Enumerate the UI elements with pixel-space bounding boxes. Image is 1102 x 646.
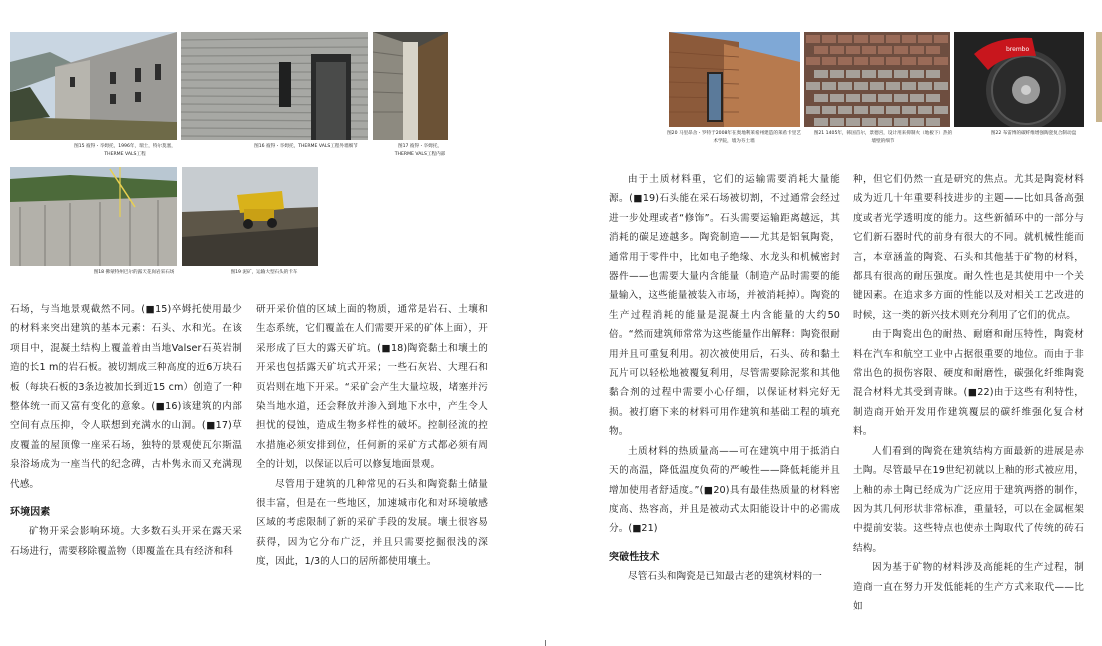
right-page xyxy=(551,0,1102,646)
photo-therme-vals-wall-detail xyxy=(181,32,368,140)
photo-rammed-earth-school xyxy=(669,32,800,127)
caption-fig21: 图21 1405年，韩国首尔，景德宫，设计用来抑制火（地板下）热的墙壁的细节 xyxy=(813,131,953,144)
page-fold xyxy=(545,640,546,646)
photo-brick-wall xyxy=(804,32,950,127)
photo-granite-quarry xyxy=(10,167,177,266)
paragraph: 土质材料的热质量高——可在建筑中用于抵消白天的高温，降低温度负荷的严峻性——降低耗能并且增加使用者舒适度。”(■20)具有最佳热质量的材料密度高、热容高，并且是被动式太阳能设计中的必需成分。(■21) xyxy=(609,445,840,535)
photo-therme-vals-interior xyxy=(373,32,448,140)
photo-therme-vals-exterior xyxy=(10,32,177,140)
paragraph: 由于陶瓷出色的耐热、耐磨和耐压特性，陶瓷材料在汽车和航空工业中占据很重要的地位。而由于非常出色的损伤容限、硬度和耐磨性，碳强化纤维陶瓷混合材料尤其受到青睐。(■22)由于这些有利特性，制造商开始开发用作建筑覆层的碳纤维强化复合材料。 xyxy=(853,329,1084,438)
paragraph: 石场，与当地景观截然不同。(■15)卒姆托使用最少的材料来突出建筑的基本元素：石头、水和光。在该项目中，混凝土结构上覆盖着由当地Valser石英岩制造的长1 m的岩石板。被切割成三种高度的近6万块石板（每块石板的3条边被加长到近15 cm）创造了一种整体统一而又富有变化的意象。(■16)该建筑的内部空间有点压抑，令人联想到充满水的山洞。(■17)草皮覆盖的屋顶像一座采石场，独特的景观使瓦尔斯温泉浴场成为一座当代的纪念碑，古朴隽永而又充满现代感。 xyxy=(10,304,242,490)
caption-fig20: 图20 马里昂舍・罗特于2008年在奥地利莱希州建造的莱希卡里艺术学院，墙为夯土墙 xyxy=(667,131,801,144)
paragraph: 研开采价值的区域上面的物质，通常是岩石、土壤和生态系统，它们覆盖在人们需要开采的矿体上面），开采形成了巨大的露天矿坑。(■18)陶瓷黏土和壤土的开采也包括露天矿坑式开采；一些石灰岩、大理石和页岩则在地下开采。“采矿会产生大量垃圾，堵塞并污染当地水道，还会释放并渗入到地下水中，产生令人担忧的侵蚀，造成生物多样性的破坏。控制径流的控水措施必须安排到位，任何新的采矿方式都必须有周全的计划，以保证以后可以修复地面景观。 xyxy=(256,304,488,471)
caption-fig22: 图22 布雷博的碳纤维增强陶瓷复合制动盘 xyxy=(990,131,1077,136)
right-text-column-1 xyxy=(609,170,840,587)
paragraph: 由于土质材料重，它们的运输需要消耗大量能源。(■19)石头能在采石场被切割，不过通常会经过进一步处理或者“修饰”。石头需要运输距离越远，其消耗的碳足迹越多。陶瓷制造——尤其是铝氧陶瓷，通常用于零件中，比如电子绝缘、水龙头和机械密封器件——也需要大量内含能量（制造产品时需要的能量输入，这些能量被装入市场，并被消耗掉）。陶瓷的生产过程消耗的能量是混凝土内含能量的大约50倍。“然而建筑师常常为这些能量作出解释：陶瓷很耐用并且可重复利用。初次被使用后，石头、砖和黏土瓦片可以轻松地被覆复利用，尽管需要除泥浆和其他黏合剂的过程中需要小心仔细，以保证材料完好无损。被打磨下来的材料可用作建筑和基础工程的填充物。 xyxy=(609,174,840,438)
right-text-column-2 xyxy=(853,170,1084,616)
paragraph: 种，但它们仍然一直是研究的焦点。尤其是陶瓷材料成为近几十年重要科技进步的主题——比如具备高强度或者光学透明度的能力。这些新循环中的一部分与它们新石器时代的前身有很大的不同。就机械性能而言，本章涵盖的陶瓷、石头和其他基于矿物的材料，都具有很高的耐压强度。耐久性也是其使用中一个关键因素。在追求多方面的性能以及对相关工艺改进的时候，这一类的新兴技术则充分利用了它们的优点。 xyxy=(853,174,1084,321)
caption-fig18: 图18 佛蒙特州巴尔的露天花岗岩采石场 xyxy=(93,270,175,275)
paragraph: 人们看到的陶瓷在建筑结构方面最新的进展是赤土陶。尽管最早在19世纪初就以上釉的形式被应用，上釉的赤土陶已经成为广泛应用于建筑两搭的制作，因为其几何形状非常标准，重量轻，可以在金属框架中提前安装。这些特点也使赤土陶取代了传统的砖石结构。 xyxy=(853,445,1084,554)
svg-text:brembo: brembo xyxy=(1006,46,1030,53)
caption-fig16: 图16 彼得・卒姆托，THERME VALS工程外墙细节 xyxy=(254,144,358,149)
left-text-column-2 xyxy=(256,300,488,572)
caption-fig19: 图19 泥矿，运输大型石头的卡车 xyxy=(230,270,298,275)
section-heading: 环境因素 xyxy=(10,507,51,519)
photo-mine-truck xyxy=(182,167,318,266)
page-edge-tab xyxy=(1096,32,1102,122)
left-text-column-1 xyxy=(10,300,242,561)
paragraph: 尽管用于建筑的几种常见的石头和陶瓷黏土储量很丰富，但是在一些地区，加速城市化和对环境敏感区域的考虑限制了新的采矿手段的发展。壤土很容易获得，因为它分布广泛，并且只需要挖掘很浅的深度，因此，1/3的人口的居所都使用壤土。 xyxy=(256,478,488,568)
paragraph: 尽管石头和陶瓷是已知最古老的建筑材料的一 xyxy=(628,571,822,583)
caption-fig15: 图15 彼得・卒姆托，1996年，瑞士，特尔莫塞，THERME VALS工程 xyxy=(74,144,176,157)
caption-fig17: 图17 彼得・卒姆托，THERME VALS工程内部 xyxy=(394,144,446,157)
photo-ceramic-brake-disc xyxy=(954,32,1084,127)
paragraph: 因为基于矿物的材料涉及高能耗的生产过程，制造商一直在努力开发低能耗的生产方式来取代——比如 xyxy=(853,562,1084,612)
paragraph: 矿物开采会影响环境。大多数石头开采在露天采石场进行，需要移除覆盖物（即覆盖在具有经济和科 xyxy=(10,526,242,557)
section-heading: 突破性技术 xyxy=(609,551,660,563)
